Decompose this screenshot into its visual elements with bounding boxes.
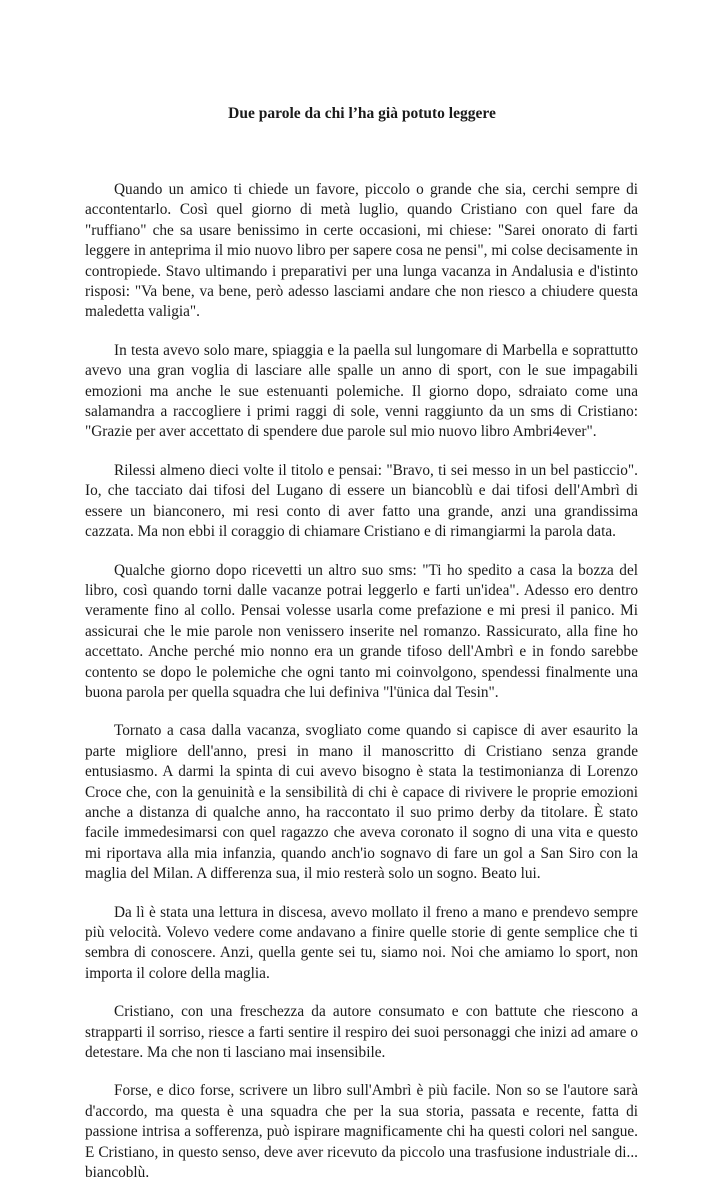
document-body (85, 180, 638, 1201)
paragraph-8: Forse, e dico forse, scrivere un libro sull'Ambrì è più facile. Non so se l'autore sarà d'accordo, ma questa è una squadra che per la sua storia, passata e recente, fatta di passione intrisa a sofferenza, può ispirare magnificamente chi ha questi colori nel sangue. E Cristiano, in questo senso, deve aver ricevuto da piccolo una trasfusione industriale di... biancoblù. (85, 1082, 638, 1182)
paragraph-4: Qualche giorno dopo ricevetti un altro suo sms: "Ti ho spedito a casa la bozza del libro, così quando torni dalle vacanze potrai leggerlo e farti un'idea". Adesso ero dentro veramente fino al collo. Pensai volesse usarla come prefazione e mi presi il panico. Mi assicurai che le mie parole non venissero inserite nel romanzo. Rassicurato, alla fine ho accettato. Anche perché mio nonno era un grande tifoso dell'Ambrì e in fondo sarebbe contento se dopo le polemiche che ogni tanto mi coinvolgono, spendessi finalmente una buona parola per quella squadra che lui definiva "l'ünica dal Tesin". (85, 561, 638, 701)
paragraph-6: Da lì è stata una lettura in discesa, avevo mollato il freno a mano e prendevo sempre più velocità. Volevo vedere come andavano a finire quelle storie di gente semplice che ti sembra di conoscere. Anzi, quella gente sei tu, siamo noi. Noi che amiamo lo sport, non importa il colore della maglia. (85, 903, 638, 982)
paragraph-1: Quando un amico ti chiede un favore, piccolo o grande che sia, cerchi sempre di accontentarlo. Così quel giorno di metà luglio, quando Cristiano con quel fare da "ruffiano" che sa usare benissimo in certe occasioni, mi chiese: "Sarei onorato di farti leggere in anteprima il mio nuovo libro per sapere cosa ne pensi", mi colse decisamente in contropiede. Stavo ultimando i preparativi per una lunga vacanza in Andalusia e d'istinto risposi: "Va bene, va bene, però adesso lasciami andare che non riesco a chiudere questa maledetta valigia". (85, 181, 638, 321)
document-title: Due parole da chi l’ha già potuto leggere (228, 105, 496, 122)
paragraph-7: Cristiano, con una freschezza da autore consumato e con battute che riescono a strapparti il sorriso, riesce a farti sentire il respiro dei suoi personaggi che inizi ad amare o detestare. Ma che non ti lasciano mai insensibile. (85, 1003, 638, 1062)
paragraph-5: Tornato a casa dalla vacanza, svogliato come quando si capisce di aver esaurito la parte migliore dell'anno, presi in mano il manoscritto di Cristiano senza grande entusiasmo. A darmi la spinta di cui avevo bisogno è stata la testimonianza di Lorenzo Croce che, con la genuinità e la sensibilità di chi è capace di rivivere le proprie emozioni anche a distanza di qualche anno, ha raccontato il suo primo derby da titolare. È stato facile immedesimarsi con quel ragazzo che aveva coronato il sogno di una vita e questo mi riportava alla mia infanzia, quando anch'io sognavo di fare un gol a San Siro con la maglia del Milan. A differenza sua, il mio resterà solo un sogno. Beato lui. (85, 722, 638, 883)
paragraph-2: In testa avevo solo mare, spiaggia e la paella sul lungomare di Marbella e soprattutto avevo una gran voglia di lasciare alle spalle un anno di sport, con le sue impagabili emozioni ma anche le sue estenuanti polemiche. Il giorno dopo, sdraiato come una salamandra a raccogliere i primi raggi di sole, venni raggiunto da un sms di Cristiano: "Grazie per aver accettato di spendere due parole sul mio nuovo libro Ambri4ever". (85, 341, 638, 441)
paragraph-3: Rilessi almeno dieci volte il titolo e pensai: "Bravo, ti sei messo in un bel pasticcio". Io, che tacciato dai tifosi del Lugano di essere un biancoblù e dai tifosi dell'Ambrì di essere un bianconero, mi resi conto di aver fatto una grande, anzi una grandissima cazzata. Ma non ebbi il coraggio di chiamare Cristiano e di rimangiarmi la parola data. (85, 461, 638, 541)
